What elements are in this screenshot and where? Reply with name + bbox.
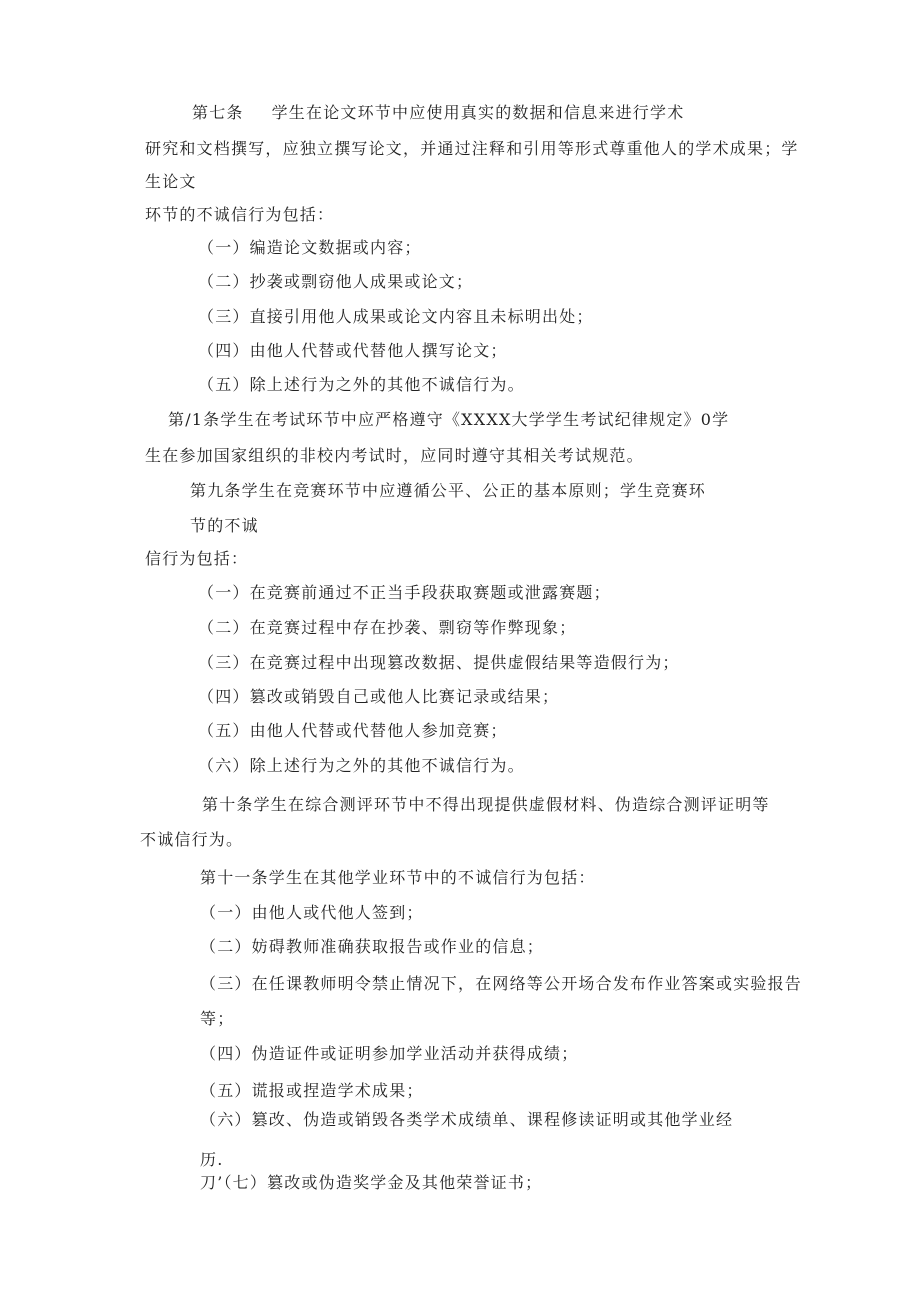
article-9-line-1: 第九条学生在竞赛环节中应遵循公平、公正的基本原则；学生竞赛环 [190, 481, 707, 500]
article-9-item: （一）在竞赛前通过不正当手段获取赛题或泄露赛题； [198, 583, 611, 602]
article-7-item: （二）抄袭或剽窃他人成果或论文； [198, 272, 474, 291]
article-11-item-3-line-1: （三）在任课教师明令禁止情况下，在网络等公开场合发布作业答案或实验报告 [200, 974, 803, 993]
article-9-line-3: 信行为包括： [145, 549, 249, 568]
article-8-line-2: 生在参加国家组织的非校内考试时，应同时遵守其相关考试规范。 [145, 446, 644, 465]
article-11-item-6-line-2: 历. [200, 1150, 224, 1169]
article-9-item: （三）在竞赛过程中出现篡改数据、提供虚假结果等造假行为； [198, 653, 680, 672]
article-10-line-1: 第十条学生在综合测评环节中不得出现提供虚假材料、伪造综合测评证明等 [202, 795, 770, 814]
article-11-item-4: （四）伪造证件或证明参加学业活动并获得成绩； [200, 1044, 579, 1063]
article-11-item-7: 刀’（七）篡改或伪造奖学金及其他荣誉证书； [200, 1173, 543, 1192]
article-7-item: （四）由他人代替或代替他人撰写论文； [198, 341, 508, 360]
article-7-text: 学生在论文环节中应使用真实的数据和信息来进行学术 [271, 103, 685, 122]
article-9-item: （六）除上述行为之外的其他不诚信行为。 [198, 756, 525, 775]
article-9-item: （二）在竞赛过程中存在抄袭、剽窃等作弊现象； [198, 618, 577, 637]
article-7-heading: 第七条 [192, 103, 244, 122]
article-9-item: （五）由他人代替或代替他人参加竞赛； [198, 721, 508, 740]
article-10-line-2: 不诚信行为。 [140, 830, 244, 849]
article-11-item-6-line-1: （六）篡改、伪造或销毁各类学术成绩单、课程修读证明或其他学业经 [200, 1110, 734, 1129]
article-11-item-5: （五）谎报或捏造学术成果； [200, 1081, 424, 1100]
article-7-line-4: 环节的不诚信行为包括： [145, 205, 335, 224]
article-7-line-1 [192, 103, 684, 123]
article-7-line-3: 生论文 [145, 172, 197, 191]
article-7-item: （五）除上述行为之外的其他不诚信行为。 [198, 375, 525, 394]
article-8-line-1: 第/1条学生在考试环节中应严格遵守《XXXX大学学生考试纪律规定》0学 [168, 410, 730, 429]
article-11-line-1: 第十一条学生在其他学业环节中的不诚信行为包括： [200, 868, 596, 887]
article-7-line-2: 研究和文档撰写，应独立撰写论文，并通过注释和引用等形式尊重他人的学术成果；学 [145, 139, 799, 158]
article-9-line-2: 节的不诚 [190, 516, 259, 535]
article-11-item-2: （二）妨碍教师准确获取报告或作业的信息； [200, 937, 545, 956]
article-7-item: （三）直接引用他人成果或论文内容且未标明出处； [198, 307, 594, 326]
article-11-item-3-line-2: 等； [200, 1009, 235, 1028]
article-11-item-1: （一）由他人或代他人签到； [200, 903, 424, 922]
article-9-item: （四）篡改或销毁自己或他人比赛记录或结果； [198, 687, 560, 706]
article-7-item: （一）编造论文数据或内容； [198, 238, 422, 257]
